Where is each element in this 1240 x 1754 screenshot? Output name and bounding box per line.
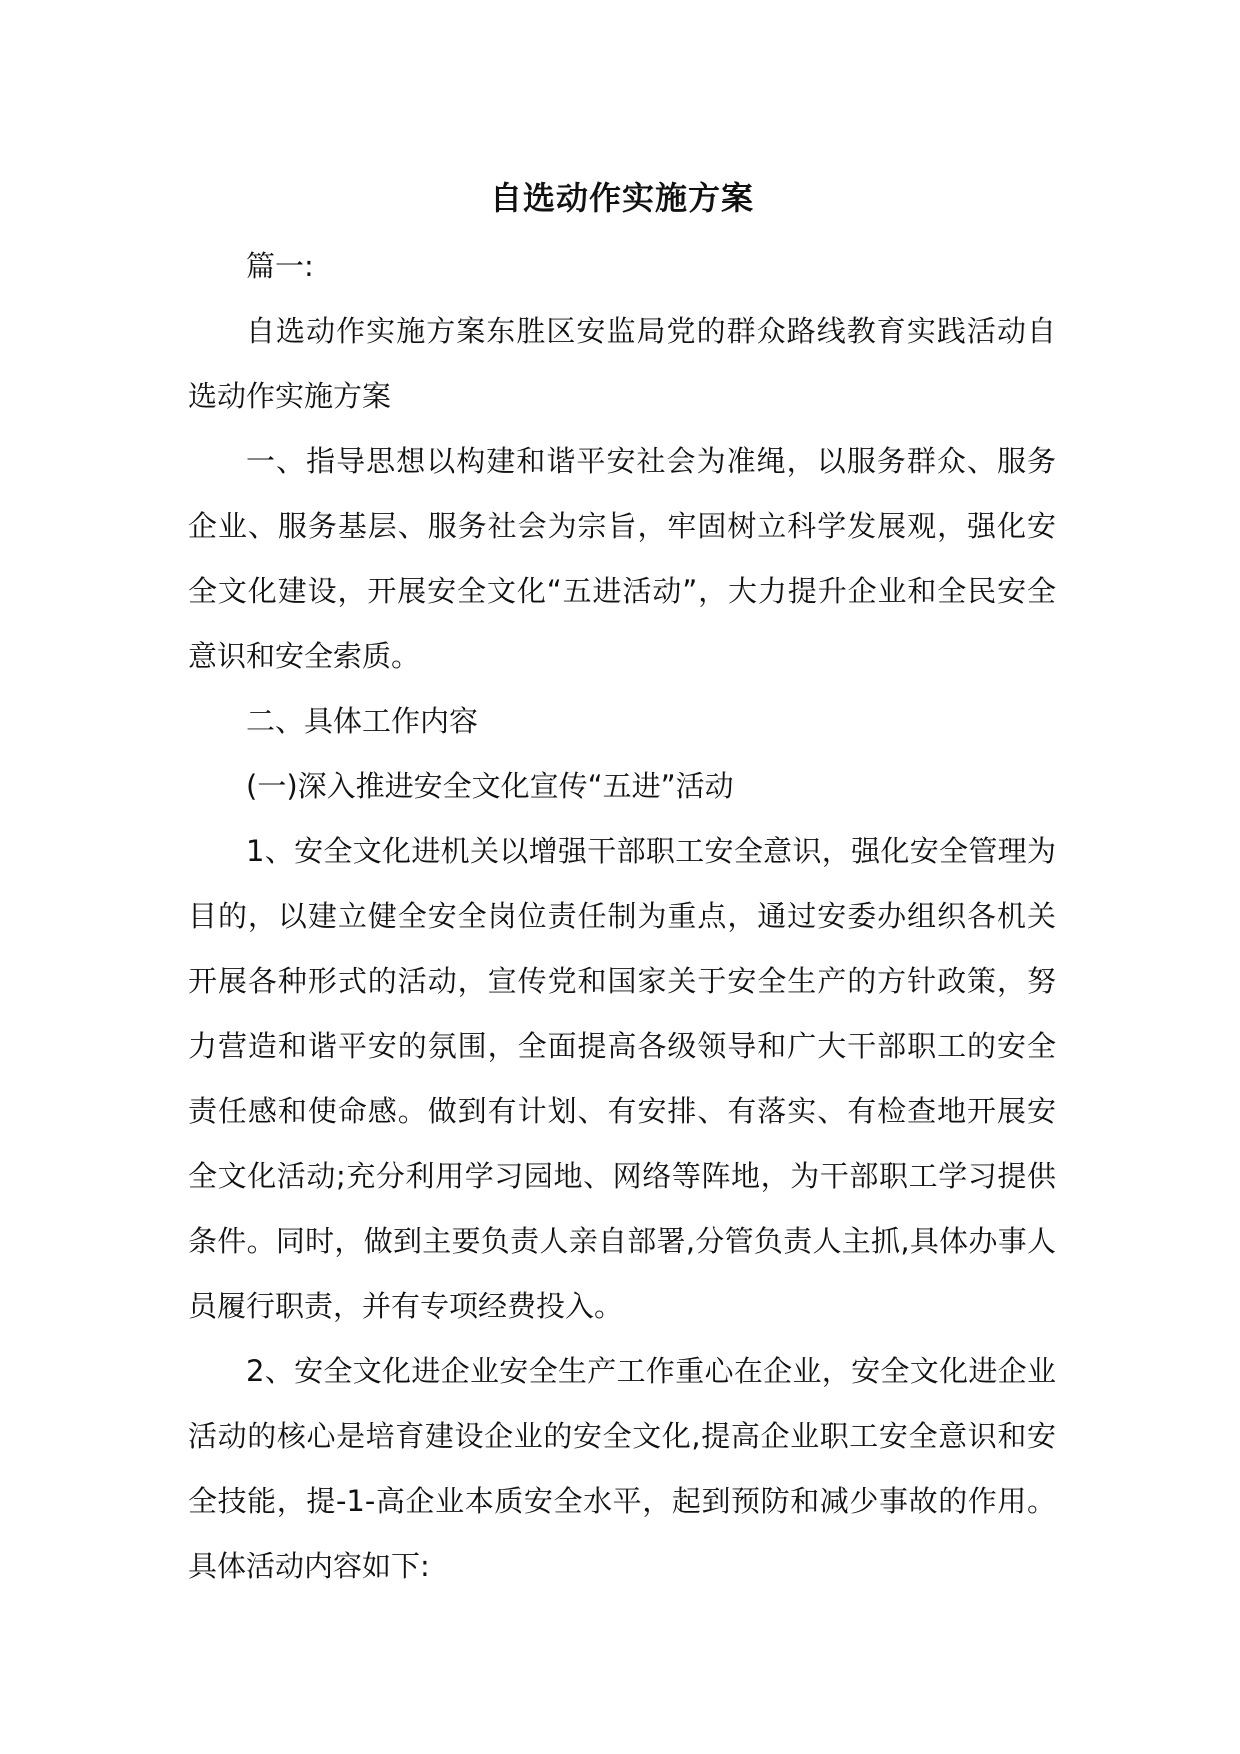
subsection-heading: (一)深入推进安全文化宣传“五进”活动: [246, 769, 734, 803]
document-title: 自选动作实施方案: [489, 179, 754, 217]
intro-paragraph: 自选动作实施方案东胜区安监局党的群众路线教育实践活动自选动作实施方案: [188, 314, 1056, 413]
item-2-paragraph: 2、安全文化进企业安全生产工作重心在企业，安全文化进企业活动的核心是培育建设企业的安全文化,提高企业职工安全意识和安全技能，提-1-高企业本质安全水平，起到预防和减少事故的作用。具体活动内容如下:: [188, 1354, 1056, 1583]
section-heading-work-content: 二、具体工作内容: [246, 704, 479, 738]
document-page: [188, 168, 1056, 1599]
guiding-ideology-paragraph: 一、指导思想以构建和谐平安社会为准绳，以服务群众、服务企业、服务基层、服务社会为宗旨，牢固树立科学发展观，强化安全文化建设，开展安全文化“五进活动”，大力提升企业和全民安全意识和安全索质。: [188, 444, 1056, 673]
section-label: 篇一:: [246, 249, 314, 283]
item-1-paragraph: 1、安全文化进机关以增强干部职工安全意识，强化安全管理为目的，以建立健全安全岗位责任制为重点，通过安委办组织各机关开展各种形式的活动，宣传党和国家关于安全生产的方针政策，努力营造和谐平安的氛围，全面提高各级领导和广大干部职工的安全责任感和使命感。做到有计划、有安排、有落实、有检查地开展安全文化活动;充分利用学习园地、网络等阵地，为干部职工学习提供条件。同时，做到主要负责人亲自部署,分管负责人主抓,具体办事人员履行职责，并有专项经费投入。: [188, 834, 1056, 1323]
